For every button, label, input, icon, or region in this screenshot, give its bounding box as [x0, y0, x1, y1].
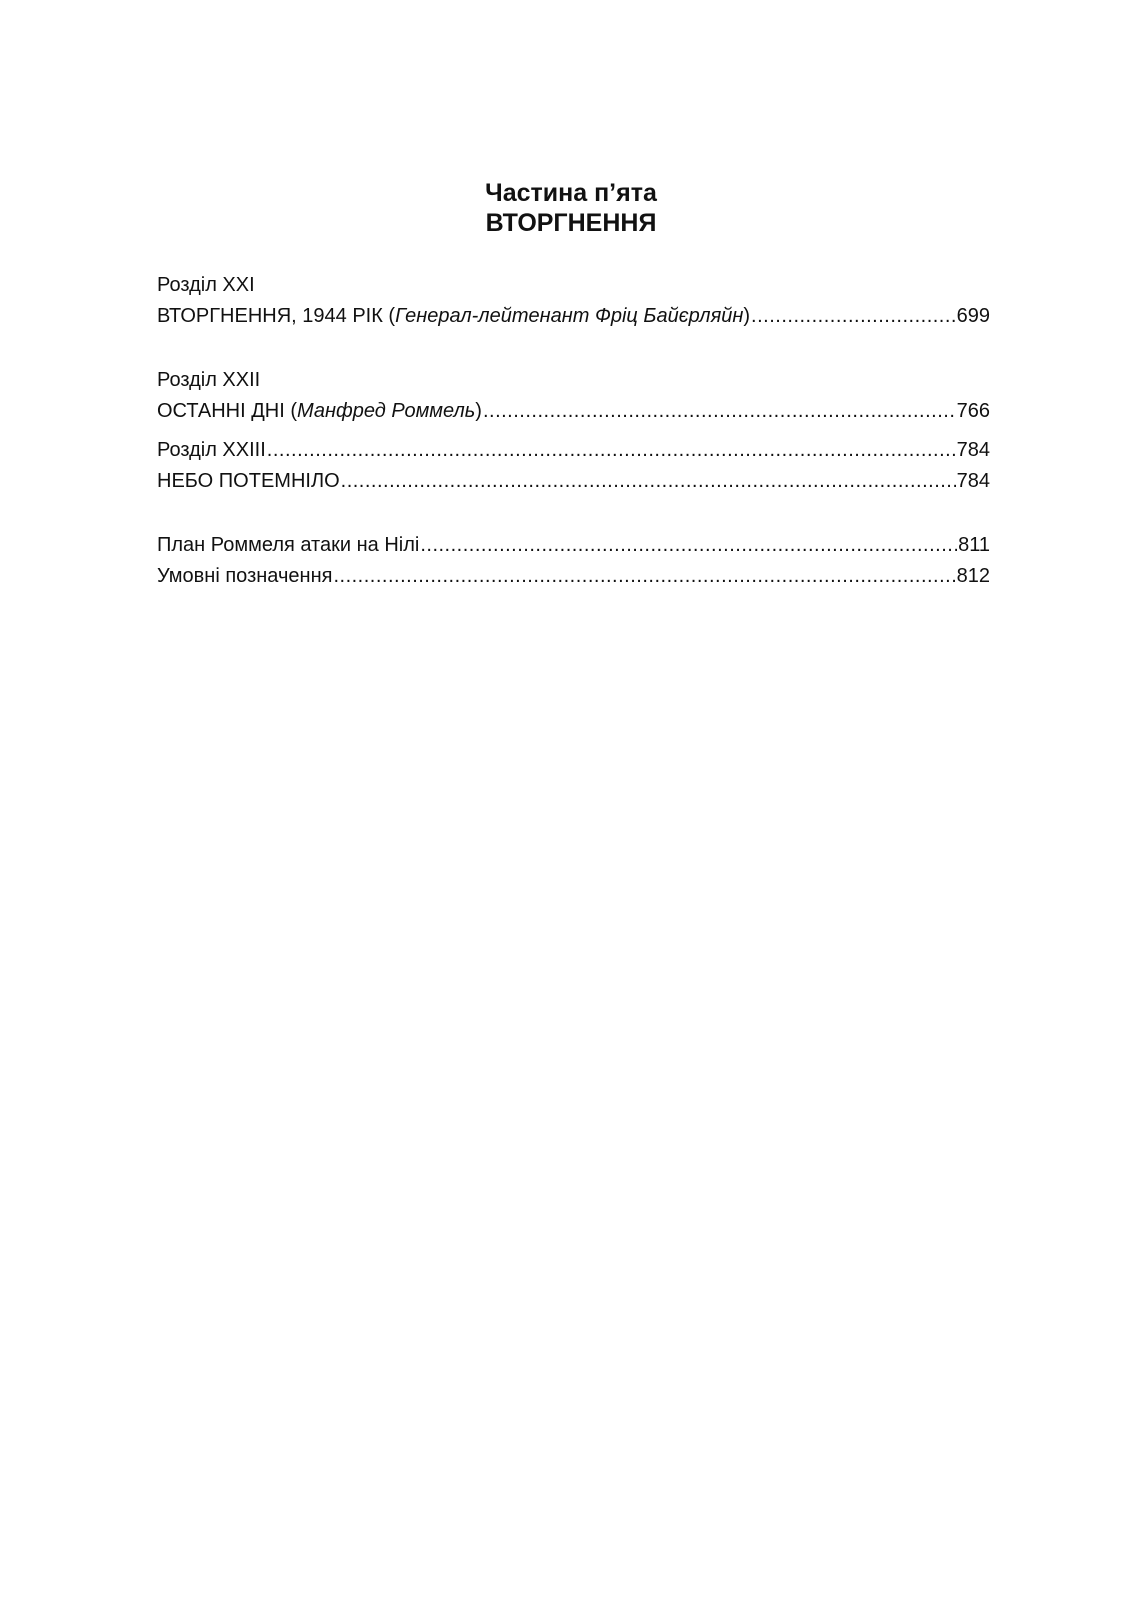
toc-entry-chapter-21[interactable]	[157, 301, 990, 332]
toc-chapter-22-heading	[157, 365, 990, 396]
entry-author: Манфред Роммель	[297, 400, 476, 422]
dot-leader	[333, 561, 955, 592]
page-number: 811	[958, 534, 990, 556]
dot-leader	[751, 301, 956, 332]
table-of-contents	[157, 270, 990, 592]
chapter-heading: Розділ XXI	[157, 274, 255, 296]
page-number: 766	[956, 400, 990, 422]
part-label: Частина п’ята	[485, 179, 657, 207]
entry-title: НЕБО ПОТЕМНІЛО	[157, 470, 340, 492]
entry-title: ОСТАННІ ДНІ (Манфред Роммель)	[157, 400, 482, 422]
toc-entry-chapter-22[interactable]	[157, 396, 990, 427]
entry-title: ВТОРГНЕННЯ, 1944 РІК (Генерал-лейтенант Фріц Байєрляйн)	[157, 305, 751, 327]
page-number: 812	[956, 565, 990, 587]
dot-leader	[267, 435, 956, 466]
page-number: 784	[956, 470, 990, 492]
entry-title: Умовні позначення	[157, 565, 333, 587]
toc-chapter-23-heading[interactable]	[157, 435, 990, 466]
toc-entry-chapter-23[interactable]	[157, 466, 990, 497]
toc-chapter-21-heading	[157, 270, 990, 301]
chapter-heading: Розділ XXII	[157, 369, 261, 391]
page-number: 784	[956, 439, 990, 461]
toc-entry-rommel-plan[interactable]	[157, 530, 990, 561]
chapter-heading: Розділ XXIII	[157, 439, 266, 461]
dot-leader	[341, 466, 956, 497]
entry-author: Генерал-лейтенант Фріц Байєрляйн	[395, 305, 744, 327]
page-number: 699	[956, 305, 990, 327]
part-title: ВТОРГНЕННЯ	[485, 209, 657, 237]
dot-leader	[420, 530, 957, 561]
entry-title: План Роммеля атаки на Нілі	[157, 534, 420, 556]
dot-leader	[483, 396, 956, 427]
toc-entry-legend[interactable]	[157, 561, 990, 592]
